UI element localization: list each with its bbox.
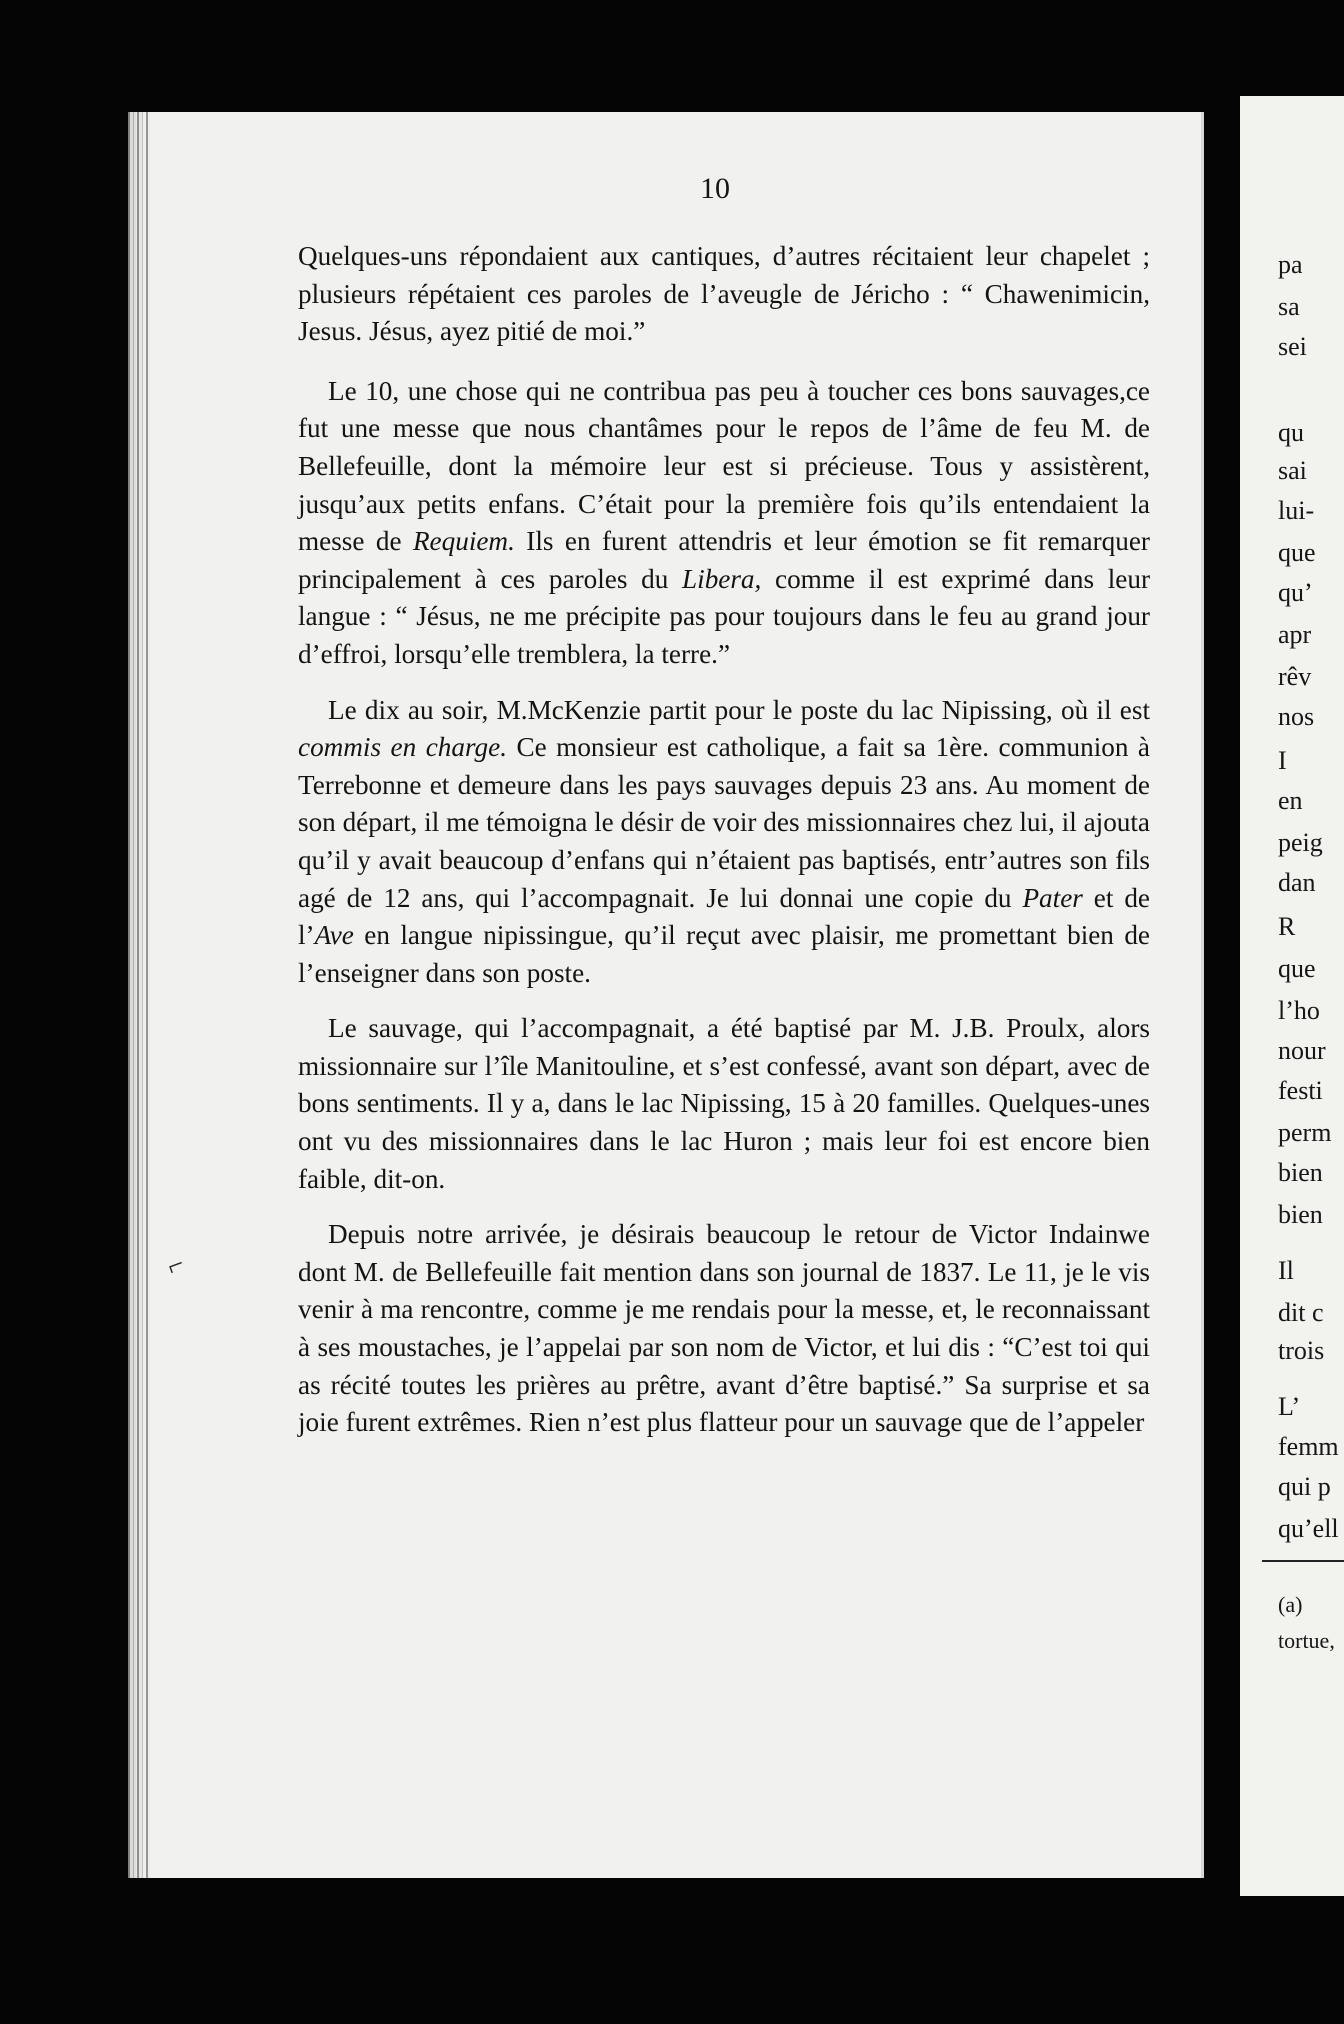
fragment-line: (a) [1278, 1592, 1303, 1617]
fragment-line: femm [1278, 1432, 1339, 1461]
paragraph-1: Quelques-uns répondaient aux cantiques, d’autres récitaient leur chapelet ; plusieurs répétaient ces paroles de l’aveugle de Jéricho : “ Chawenimicin, Jesus. Jésus, ayez pitié de moi.” [298, 241, 1150, 347]
fragment-line: pa [1278, 250, 1303, 279]
fragment-line: nour [1278, 1036, 1326, 1065]
fragment-line: qu’ [1278, 578, 1313, 607]
fragment-line: dit c [1278, 1298, 1324, 1327]
paragraph-4: Le sauvage, qui l’accompagnait, a été baptisé par M. J.B. Proulx, alors missionnaire sur l’île Manitouline, et s’est confessé, avant son départ, avec de bons sentiments. Il y a, dans le lac Nipissing, 15 à 20 familles. Quelques-unes ont vu des missionnaires dans le lac Huron ; mais leur foi est encore bien faible, dit-on. [298, 1013, 1150, 1194]
fragment-line: trois [1278, 1336, 1325, 1365]
fragment-line: I [1278, 746, 1287, 775]
fragment-line: bien [1278, 1200, 1323, 1229]
body-text [298, 238, 1150, 1460]
fragment-line: perm [1278, 1118, 1332, 1147]
fragment-line: Il [1278, 1256, 1294, 1285]
margin-pencil-mark: ⌐ [163, 1248, 189, 1283]
fragment-line: qu [1278, 418, 1304, 447]
page-number: 10 [700, 172, 730, 205]
fragment-line: lui- [1278, 496, 1315, 525]
fragment-line: sei [1278, 332, 1307, 361]
fragment-line: festi [1278, 1076, 1323, 1105]
fragment-line: peig [1278, 828, 1323, 857]
fragment-line: que [1278, 538, 1316, 567]
book-gutter [1204, 96, 1240, 1896]
fragment-line: nos [1278, 702, 1315, 731]
fragment-line: apr [1278, 620, 1312, 649]
fragment-line: dan [1278, 868, 1316, 897]
fragment-line: l’ho [1278, 996, 1320, 1025]
fragment-line: rêv [1278, 662, 1312, 691]
fragment-line: sa [1278, 292, 1300, 321]
fragment-line: en [1278, 786, 1303, 815]
fragment-line: que [1278, 954, 1316, 983]
fragment-line: L’ [1278, 1392, 1301, 1421]
fragment-line: tortue, [1278, 1628, 1335, 1653]
fragment-line: R [1278, 912, 1296, 941]
footnote-rule [1262, 1560, 1344, 1562]
fragment-line: bien [1278, 1158, 1323, 1187]
fragment-line: qui p [1278, 1472, 1331, 1501]
paragraph-2: Le 10, une chose qui ne contribua pas peu à toucher ces bons sauvages,ce fut une messe que nous chantâmes pour le repos de l’âme de feu M. de Bellefeuille, dont la mémoire leur est si précieuse. Tous y assistèrent, jusqu’aux petits enfans. C’était pour la première fois qu’ils entendaient la messe de Requiem. Ils en furent attendris et leur émotion se fit remarquer principalement à ces paroles du Libera, comme il est exprimé dans leur langue : “ Jésus, ne me précipite pas pour toujours dans le feu au grand jour d’effroi, lorsqu’elle tremblera, la terre.” [298, 375, 1150, 669]
paragraph-5: Depuis notre arrivée, je désirais beaucoup le retour de Victor Indainwe dont M. de Bellefeuille fait mention dans son journal de 1837. Le 11, je le vis venir à ma rencontre, comme je me rendais pour la messe, et, le reconnaissant à ses moustaches, je l’appelai par son nom de Victor, et lui dis : “C’est toi qui as récité toutes les prières au prêtre, avant d’être baptisé.” Sa surprise et sa joie furent extrêmes. Rien n’est plus flatteur pour un sauvage que de l’appeler [298, 1219, 1150, 1438]
fragment-line: sai [1278, 456, 1307, 485]
paragraph-3: Le dix au soir, M.McKenzie partit pour le poste du lac Nipissing, où il est commis en charge. Ce monsieur est catholique, a fait sa 1ère. communion à Terrebonne et demeure dans les pays sauvages depuis 23 ans. Au moment de son départ, il me témoigna le désir de voir des missionnaires chez lui, il ajouta qu’il y avait beaucoup d’enfans qui n’étaient pas baptisés, entr’autres son fils agé de 12 ans, qui l’accompagnait. Je lui donnai une copie du Pater et de l’Ave en langue nipissingue, qu’il reçut avec plaisir, me promettant bien de l’enseigner dans son poste. [298, 694, 1150, 988]
fragment-line: qu’ell [1278, 1514, 1339, 1543]
page-stack-edge [128, 112, 150, 1878]
